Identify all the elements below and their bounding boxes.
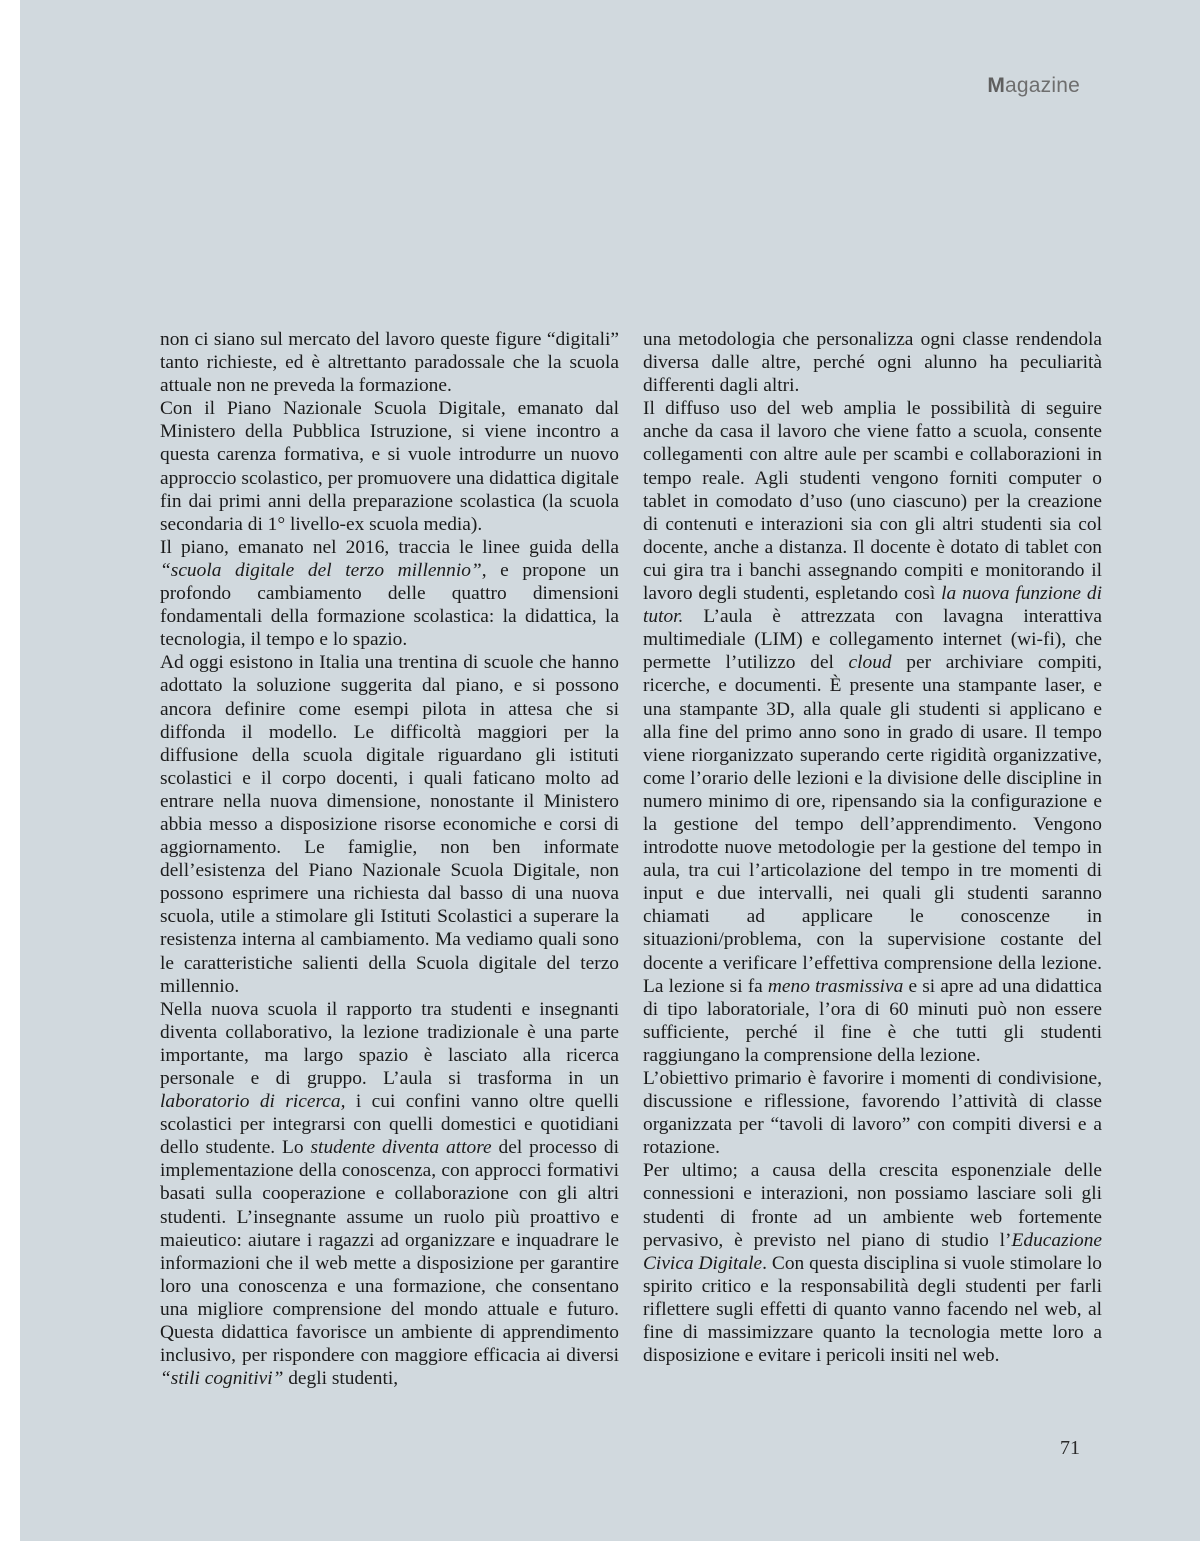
- left-column: [160, 328, 619, 1390]
- text-run: e si apre ad una didattica di tipo laboratoriale, l’ora di 60 minuti può non essere sufficiente, perché il fine è che tutti gli studenti raggiungano la comprensione della lezione.: [643, 975, 1102, 1066]
- text-run: L’obiettivo primario è favorire i momenti di condivisione, discussione e riflessione, favorendo l’attività di classe organizzata per “tavoli di lavoro” con compiti diversi e a rotazione.: [643, 1068, 1102, 1159]
- article-paragraph: [160, 397, 619, 536]
- italic-text: “stili cognitivi”: [160, 1368, 284, 1390]
- text-run: . Con questa disciplina si vuole stimolare lo spirito critico e la responsabilità degli studenti per farli riflettere sugli effetti di quanto vanno facendo nel web, al fine di massimizzare quanto la tecnologia mette loro a disposizione e evitare i pericoli insiti nel web.: [643, 1252, 1102, 1367]
- text-run: per archiviare compiti, ricerche, e documenti. È presente una stampante laser, e una stampante 3D, alla quale gli studenti si applicano e alla fine del primo anno sono in grado di usare. Il tempo viene riorganizzato superando certe rigidità organizzative, come l’orario delle lezioni e la divisione delle discipline in numero minimo di ore, ripensando sia la configurazione e la gestione del tempo dell’apprendimento. Vengono introdotte nuove metodologie per la gestione del tempo in aula, tra cui l’articolazione del tempo in tre momenti di input e due intervalli, nei quali gli studenti saranno chiamati ad applicare le conoscenze in situazioni/problema, con la supervisione costante del docente a verificare l’effettiva comprensione della lezione. La lezione si fa: [643, 652, 1102, 997]
- text-run: L’aula è attrezzata con lavagna interattiva multimediale (LIM) e collegamento internet (wi-fi), che permette l’utilizzo del: [643, 606, 1102, 674]
- article-paragraph: [160, 328, 619, 397]
- article-paragraph: [643, 1159, 1102, 1367]
- text-run: , e propone un profondo cambiamento delle quattro dimensioni fondamentali della formazione scolastica: la didattica, la tecnologia, il tempo e lo spazio.: [160, 559, 619, 651]
- italic-text: Educazione Civica Digitale: [643, 1229, 1102, 1274]
- text-run: non ci siano sul mercato del lavoro queste figure “digitali” tanto richieste, ed è altrettanto paradossale che la scuola attuale non ne preveda la formazione.: [160, 329, 619, 397]
- italic-text: la nuova funzione di tutor.: [643, 583, 1103, 628]
- article-paragraph: [643, 397, 1102, 1067]
- italic-text: laboratorio di ricerca,: [160, 1091, 346, 1113]
- page-number: 71: [1060, 1437, 1080, 1459]
- article-paragraph: [643, 1067, 1102, 1159]
- article-paragraph: [643, 328, 1102, 397]
- italic-text: “scuola digitale del terzo millennio”: [160, 559, 482, 581]
- right-column: [643, 328, 1102, 1367]
- article-paragraph: [160, 998, 619, 1391]
- italic-text: meno trasmissiva: [767, 975, 904, 997]
- text-run: una metodologia che personalizza ogni classe rendendola diversa dalle altre, perché ogni alunno ha peculiarità differenti dagli altri.: [643, 329, 1102, 397]
- article-paragraph: [160, 536, 619, 651]
- masthead-rest: agazine: [1005, 74, 1080, 97]
- text-run: Il piano, emanato nel 2016, traccia le linee guida della: [160, 536, 619, 558]
- masthead-initial: M: [987, 74, 1006, 97]
- article-paragraph: [160, 651, 619, 997]
- text-run: del processo di implementazione della conoscenza, con approcci formativi basati sulla cooperazione e collaborazione con gli altri studenti. L’insegnante assume un ruolo più proattivo e maieutico: aiutare i ragazzi ad organizzare e inquadrare le informazioni che il web mette a disposizione per garantire loro una conoscenza e una formazione, che consentano una migliore comprensione del mondo attuale e futuro. Questa didattica favorisce un ambiente di apprendimento inclusivo, per rispondere con maggiore efficacia ai diversi: [160, 1137, 619, 1367]
- text-run: Con il Piano Nazionale Scuola Digitale, emanato dal Ministero della Pubblica Istruzione, si viene incontro a questa carenza formativa, e si vuole introdurre un nuovo approccio scolastico, per promuovere una didattica digitale fin dai primi anni della preparazione scolastica (la scuola secondaria di 1° livello-ex scuola media).: [160, 398, 619, 535]
- italic-text: studente diventa attore: [310, 1137, 492, 1159]
- text-run: degli studenti,: [283, 1368, 399, 1390]
- page-sheet: [20, 0, 1200, 1541]
- italic-text: cloud: [848, 652, 892, 674]
- magazine-header: [987, 74, 1080, 98]
- text-run: Per ultimo; a causa della crescita esponenziale delle connessioni e interazioni, non possiamo lasciare soli gli studenti di fronte ad un ambiente web fortemente pervasivo, è previsto nel piano di studio l’: [643, 1160, 1102, 1251]
- text-run: Il diffuso uso del web amplia le possibilità di seguire anche da casa il lavoro che viene fatto a scuola, consente collegamenti con altre aule per scambi e collaborazioni in tempo reale. Agli studenti vengono forniti computer o tablet in comodato d’uso (uno ciascuno) per la creazione di contenuti e interazioni sia con gli altri studenti sia col docente, anche a distanza. Il docente è dotato di tablet con cui gira tra i banchi assegnando compiti e monitorando il lavoro degli studenti, espletando così: [643, 398, 1102, 605]
- text-run: Ad oggi esistono in Italia una trentina di scuole che hanno adottato la soluzione suggerita dal piano, e si possono ancora definire come esempi pilota in attesa che si diffonda il modello. Le difficoltà maggiori per la diffusione della scuola digitale riguardano gli istituti scolastici e il corpo docenti, i quali faticano molto ad entrare nella nuova dimensione, nonostante il Ministero abbia messo a disposizione risorse economiche e corsi di aggiornamento. Le famiglie, non ben informate dell’esistenza del Piano Nazionale Scuola Digitale, non possono esprimere una richiesta dal basso di una nuova scuola, utile a stimolare gli Istituti Scolastici a superare la resistenza interna al cambiamento. Ma vediamo quali sono le caratteristiche salienti della Scuola digitale del terzo millennio.: [160, 652, 619, 997]
- text-run: i cui confini vanno oltre quelli scolastici per integrarsi con quelli domestici e quotidiani dello studente. Lo: [160, 1091, 619, 1159]
- text-run: Nella nuova scuola il rapporto tra studenti e insegnanti diventa collaborativo, la lezione tradizionale è una parte importante, ma largo spazio è lasciato alla ricerca personale e di gruppo. L’aula si trasforma in un: [160, 998, 619, 1089]
